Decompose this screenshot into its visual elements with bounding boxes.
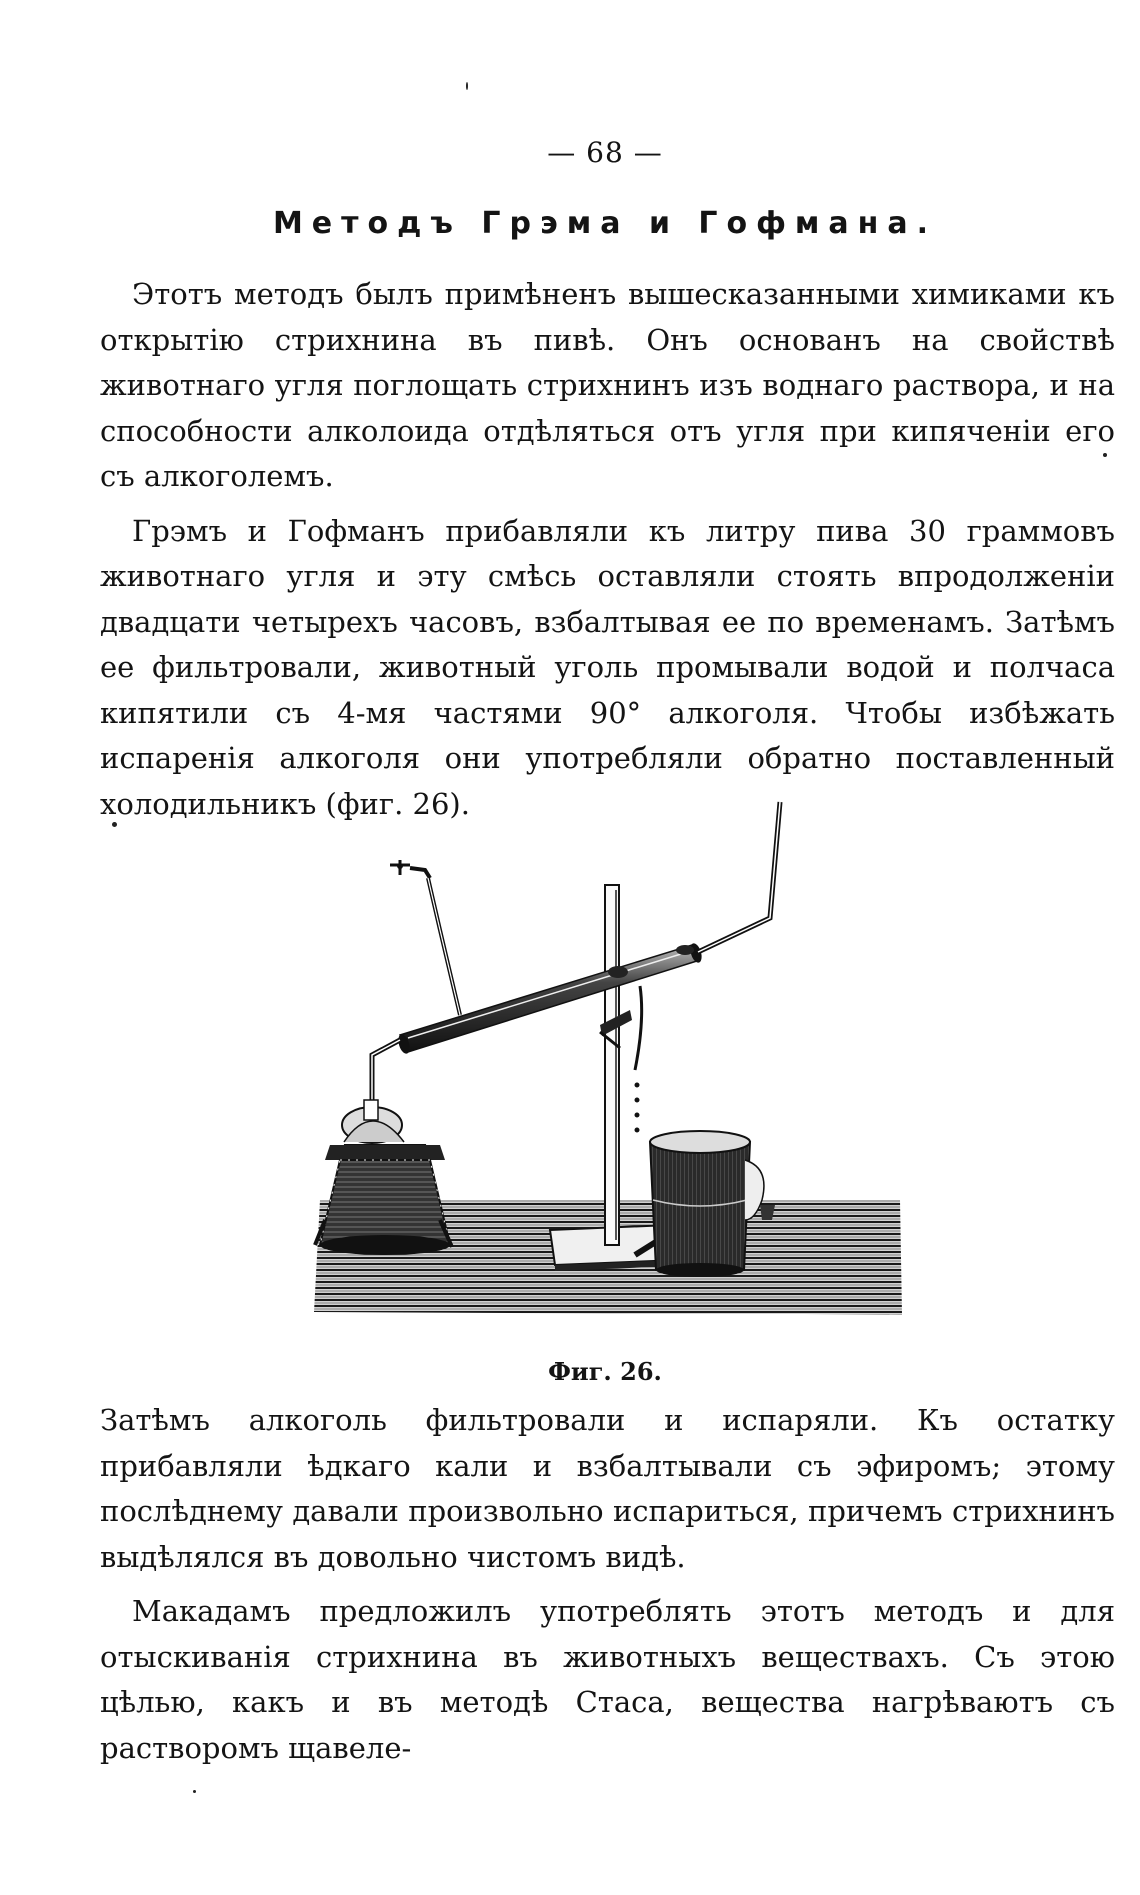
paragraph: Макадамъ предложилъ употреблять этотъ методъ и для отыскиванія стрихнина въ животныхъ веществахъ. Съ этою цѣлью, какъ и въ методѣ Стаса, вещества нагрѣваютъ съ растворомъ щавеле- xyxy=(100,1594,1115,1765)
water-bath xyxy=(315,1100,452,1255)
page-number: — 68 — xyxy=(547,136,663,169)
scan-speck xyxy=(466,82,468,90)
scan-speck xyxy=(1103,453,1107,457)
outlet-tube xyxy=(698,802,780,952)
scan-speck xyxy=(193,1790,196,1793)
text-block-bottom xyxy=(100,1398,1115,1771)
distillation-apparatus-illustration xyxy=(300,800,920,1350)
drips xyxy=(635,1083,640,1133)
figure-caption: Фиг. 26. xyxy=(548,1357,662,1386)
text-block-top xyxy=(100,272,1115,827)
drain-hose xyxy=(635,986,642,1070)
section-heading: Методъ Грэма и Гофмана. xyxy=(272,206,938,241)
water-tap xyxy=(390,860,460,1015)
scan-speck xyxy=(112,822,117,827)
reflux-condenser xyxy=(396,942,703,1055)
paragraph: Затѣмъ алкоголь фильтровали и испаряли. Къ остатку прибавляли ѣдкаго кали и взбалтывали съ эфиромъ; этому послѣднему давали произвольно испариться, причемъ стрихнинъ выдѣлялся въ довольно чистомъ видѣ. xyxy=(100,1403,1115,1574)
paragraph: Этотъ методъ былъ примѣненъ вышесказанными химиками къ открытію стрихнина въ пивѣ. Онъ основанъ на свойствѣ животнаго угля поглощать стрихнинъ изъ воднаго раствора, и на способности алколоида отдѣляться отъ угля при кипяченіи его съ алкоголемъ. xyxy=(100,277,1115,493)
paragraph: Грэмъ и Гофманъ прибавляли къ литру пива 30 граммовъ животнаго угля и эту смѣсь оставляли стоять впродолженіи двадцати четырехъ часовъ, взбалтывая ее по временамъ. Затѣмъ ее фильтровали, животный уголь промывали водой и полчаса кипятили съ 4-мя частями 90° алкоголя. Чтобы избѣжать испаренія алкоголя они употребляли обратно поставленный холодильникъ (фиг. 26). xyxy=(100,513,1115,821)
